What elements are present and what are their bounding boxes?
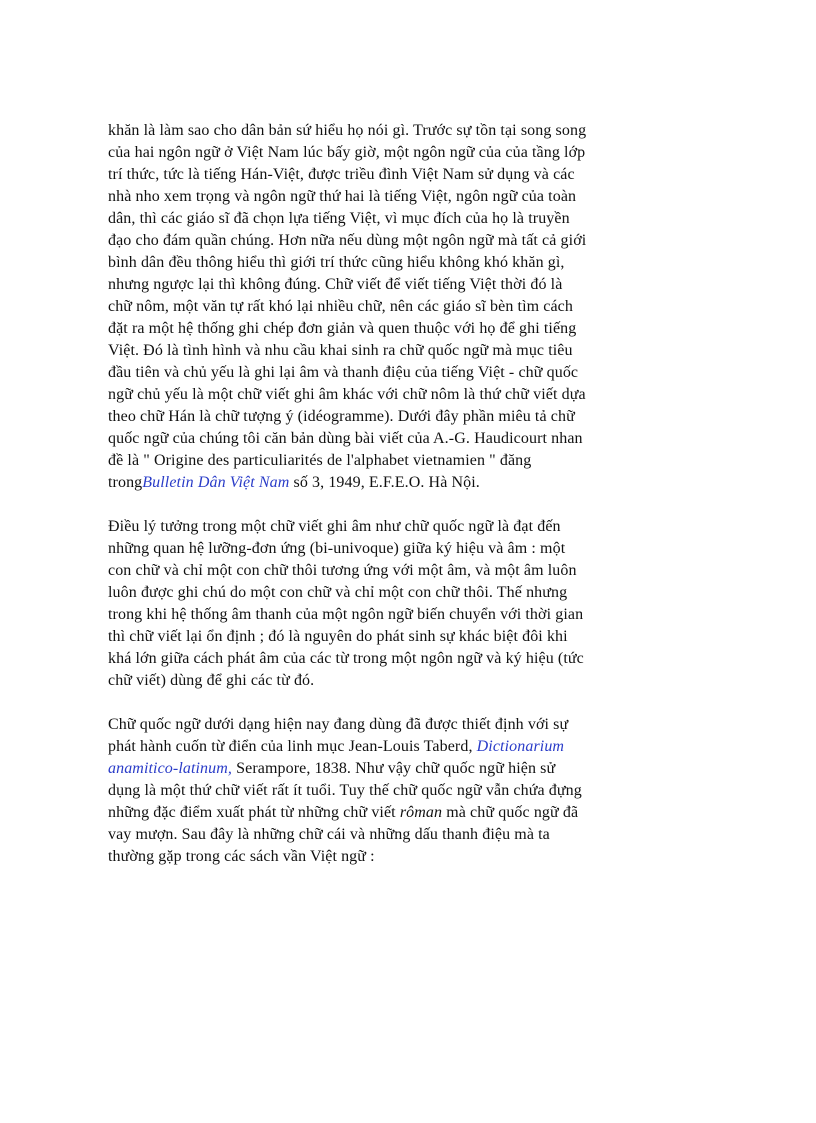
paragraph-2 — [108, 516, 588, 692]
paragraph-2-text: Điều lý tưởng trong một chữ viết ghi âm như chữ quốc ngữ là đạt đến những quan hệ lưỡng-đơn ứng (bi-univoque) giữa ký hiệu và âm : một con chữ và chỉ một con chữ thôi tương ứng với một âm, và một âm luôn luôn được ghi chú do một con chữ và chỉ một con chữ thôi. Thế nhưng trong khi hệ thống âm thanh của một ngôn ngữ biến chuyển với thời gian thì chữ viết lại ổn định ; đó là nguyên do phát sinh sự khác biệt đôi khi khá lớn giữa cách phát âm của các từ trong một ngôn ngữ và ký hiệu (tức chữ viết) dùng để ghi các từ đó. — [108, 518, 584, 689]
paragraph-3 — [108, 714, 588, 868]
paragraph-1-tail: số 3, 1949, E.F.E.O. Hà Nội. — [289, 474, 480, 491]
paragraph-1-text: khăn là làm sao cho dân bản sứ hiểu họ nói gì. Trước sự tồn tại song song của hai ngôn ngữ ở Việt Nam lúc bấy giờ, một ngôn ngữ của của tầng lớp trí thức, tức là tiếng Hán-Việt, được triều đình Việt Nam sử dụng và các nhà nho xem trọng và ngôn ngữ thứ hai là tiếng Việt, ngôn ngữ của toàn dân, thì các giáo sĩ đã chọn lựa tiếng Việt, vì mục đích của họ là truyền đạo cho đám quần chúng. Hơn nữa nếu dùng một ngôn ngữ mà tất cả giới bình dân đều thông hiểu thì giới trí thức cũng hiểu không khó khăn gì, nhưng ngược lại thì không đúng. Chữ viết để viết tiếng Việt thời đó là chữ nôm, một văn tự rất khó lại nhiều chữ, nên các giáo sĩ bèn tìm cách đặt ra một hệ thống ghi chép đơn giản và quen thuộc với họ để ghi tiếng Việt. Đó là tình hình và nhu cầu khai sinh ra chữ quốc ngữ mà mục tiêu đầu tiên và chủ yếu là ghi lại âm và thanh điệu của tiếng Việt - chữ quốc ngữ chủ yếu là một chữ viết ghi âm khác với chữ nôm là thứ chữ viết dựa theo chữ Hán là chữ tượng ý (idéogramme). Dưới đây phần miêu tả chữ quốc ngữ của chúng tôi căn bản dùng bài viết của A.-G. Haudicourt nhan đề là " Origine des particuliarités de l'alphabet vietnamien " đăng trong — [108, 122, 587, 491]
dictionary-title: Dictionarium anamitico-latinum, — [108, 738, 565, 777]
roman-term: rôman — [399, 804, 443, 821]
paragraph-3-text: Chữ quốc ngữ dưới dạng hiện nay đang dùng đã được thiết định với sự phát hành cuốn từ điển của linh mục Jean-Louis Taberd, — [108, 716, 569, 755]
paragraph-1 — [108, 120, 588, 494]
document-page — [108, 120, 588, 890]
bulletin-title: Bulletin Dân Việt Nam — [142, 474, 290, 491]
paragraph-3-tail: mà chữ quốc ngữ đã vay mượn. Sau đây là những chữ cái và những dấu thanh điệu mà ta thường gặp trong các sách vần Việt ngữ : — [108, 804, 579, 865]
paragraph-3-middle: Serampore, 1838. Như vậy chữ quốc ngữ hiện sử dụng là một thứ chữ viết rất ít tuổi. Tuy thế chữ quốc ngữ vẫn chứa đựng những đặc điểm xuất phát từ những chữ viết — [108, 760, 582, 821]
